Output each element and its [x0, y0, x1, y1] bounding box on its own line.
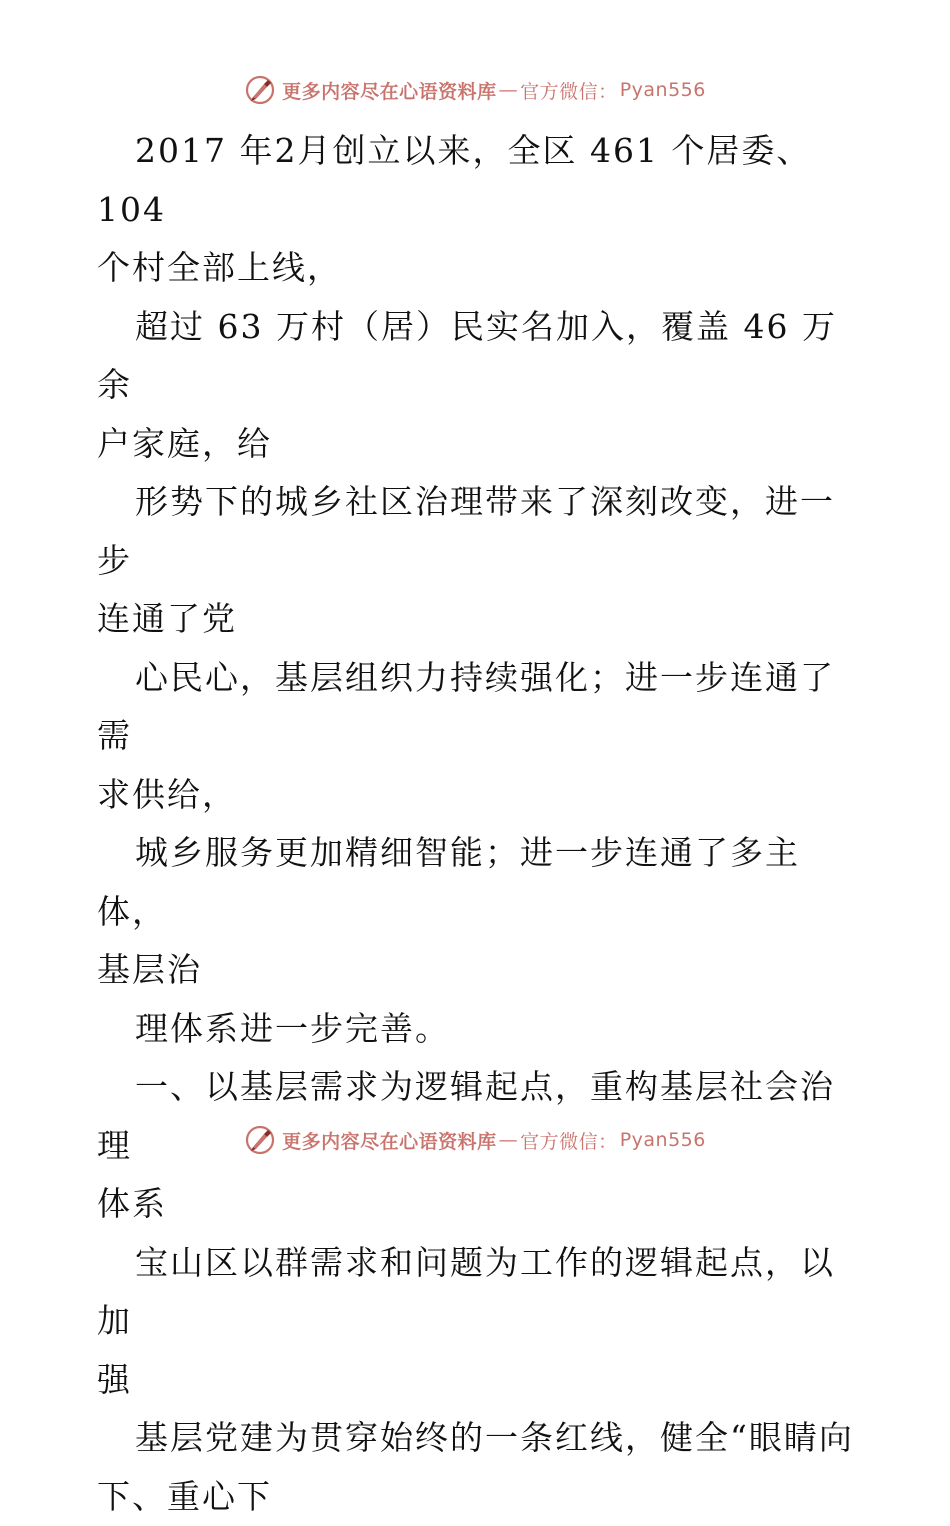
- paragraph: [97, 1409, 857, 1526]
- paragraph-line: 连通了党: [97, 590, 857, 649]
- watermark-separator: —: [499, 1129, 519, 1151]
- header-watermark: [0, 70, 950, 110]
- paragraph-line: 强: [97, 1351, 857, 1410]
- watermark-label: 官方微信：: [520, 77, 618, 104]
- paragraph-line: 2017 年2月创立以来，全区 461 个居委、104: [97, 131, 811, 229]
- paragraph-line: 心民心，基层组织力持续强化；进一步连通了需: [97, 658, 835, 756]
- footer-watermark: [0, 1120, 950, 1160]
- watermark-label: 官方微信：: [520, 1127, 618, 1154]
- paragraph-line: 超过 63 万村（居）民实名加入，覆盖 46 万余: [97, 307, 837, 405]
- paragraph-line: 下、重心下: [97, 1468, 857, 1526]
- paragraph-line: 形势下的城乡社区治理带来了深刻改变，进一步: [97, 482, 835, 580]
- watermark-separator: —: [499, 79, 519, 101]
- paragraph: [97, 649, 857, 825]
- paragraph-line: 个村全部上线，: [97, 239, 857, 298]
- paragraph: [97, 1000, 857, 1059]
- paragraph: [97, 122, 857, 298]
- watermark-brand: 更多内容尽在心语资料库: [282, 1127, 497, 1154]
- document-body: [97, 122, 857, 1526]
- pen-logo-icon: [244, 74, 276, 106]
- paragraph-line: 户家庭，给: [97, 415, 857, 474]
- paragraph-line: 一、以基层需求为逻辑起点，重构基层社会治理: [97, 1067, 835, 1165]
- paragraph: [97, 824, 857, 1000]
- paragraph-line: 基层治: [97, 941, 857, 1000]
- watermark-brand: 更多内容尽在心语资料库: [282, 77, 497, 104]
- watermark-wechat-id: Pyan556: [620, 1129, 706, 1151]
- watermark-wechat-id: Pyan556: [620, 79, 706, 101]
- paragraph: [97, 298, 857, 474]
- paragraph-line: 宝山区以群需求和问题为工作的逻辑起点，以加: [97, 1243, 835, 1341]
- paragraph: [97, 1234, 857, 1410]
- pen-logo-icon: [244, 1124, 276, 1156]
- paragraph-line: 求供给，: [97, 766, 857, 825]
- paragraph-line: 理体系进一步完善。: [135, 1009, 450, 1048]
- paragraph-line: 基层党建为贯穿始终的一条红线，健全“眼睛向: [135, 1418, 854, 1457]
- paragraph-line: 体系: [97, 1175, 857, 1234]
- paragraph-line: 城乡服务更加精细智能；进一步连通了多主体，: [97, 833, 800, 931]
- paragraph: [97, 473, 857, 649]
